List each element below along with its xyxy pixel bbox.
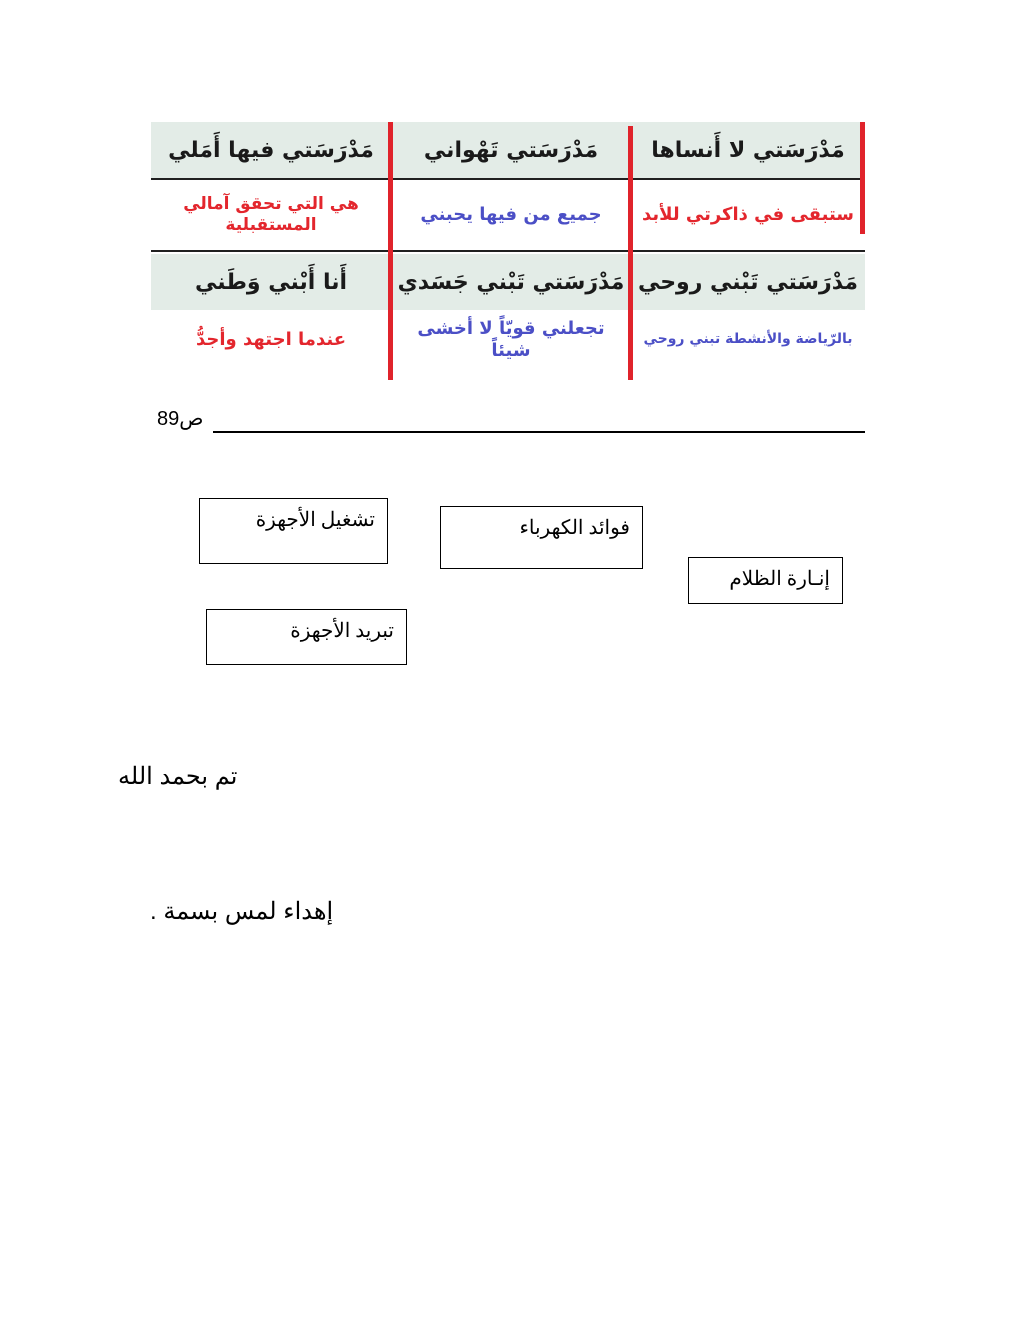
concept-box-cooling-devices: تبريد الأجهزة — [206, 609, 407, 665]
header-cell: مَدْرَسَتي تَبْني روحي — [631, 254, 865, 310]
row-divider — [151, 250, 865, 252]
header-cell: مَدْرَسَتي فيها أَمَلي — [151, 122, 391, 178]
answer-cell: بالرّياضة والأنشطة تبني روحي — [631, 312, 865, 368]
answer-cell: عندما اجتهد وأجدُّ — [151, 312, 391, 368]
concept-box-lighting-darkness: إنـارة الظلام — [688, 557, 843, 604]
header-cell: أَنا أَبْني وَطَني — [151, 254, 391, 310]
column-divider — [860, 122, 865, 234]
header-cell: مَدْرَسَتي تَبْني جَسَدي — [391, 254, 631, 310]
underline — [213, 431, 865, 433]
dedication-text: إهداء لمس بسمة . — [150, 898, 334, 925]
answer-cell: هي التي تحقق آمالي المستقبلية — [151, 180, 391, 250]
header-cell: مَدْرَسَتي تَهْواني — [391, 122, 631, 178]
row-divider — [151, 178, 865, 180]
header-cell: مَدْرَسَتي لا أَنساها — [631, 122, 865, 178]
column-divider — [628, 126, 633, 380]
concept-box-electricity-benefits: فوائد الكهرباء — [440, 506, 643, 569]
answer-cell: تجعلني قويّاً لا أخشى شيئاً — [391, 312, 631, 368]
answer-cell: جميع من فيها يحبني — [391, 180, 631, 250]
answer-cell: ستبقى في ذاكرتي للأبد — [631, 180, 865, 250]
answer-table — [151, 122, 865, 380]
column-divider — [388, 122, 393, 380]
concept-box-running-devices: تشغيل الأجهزة — [199, 498, 388, 564]
completion-text: تم بحمد الله — [118, 763, 238, 790]
page-reference: ص89 — [157, 408, 204, 430]
